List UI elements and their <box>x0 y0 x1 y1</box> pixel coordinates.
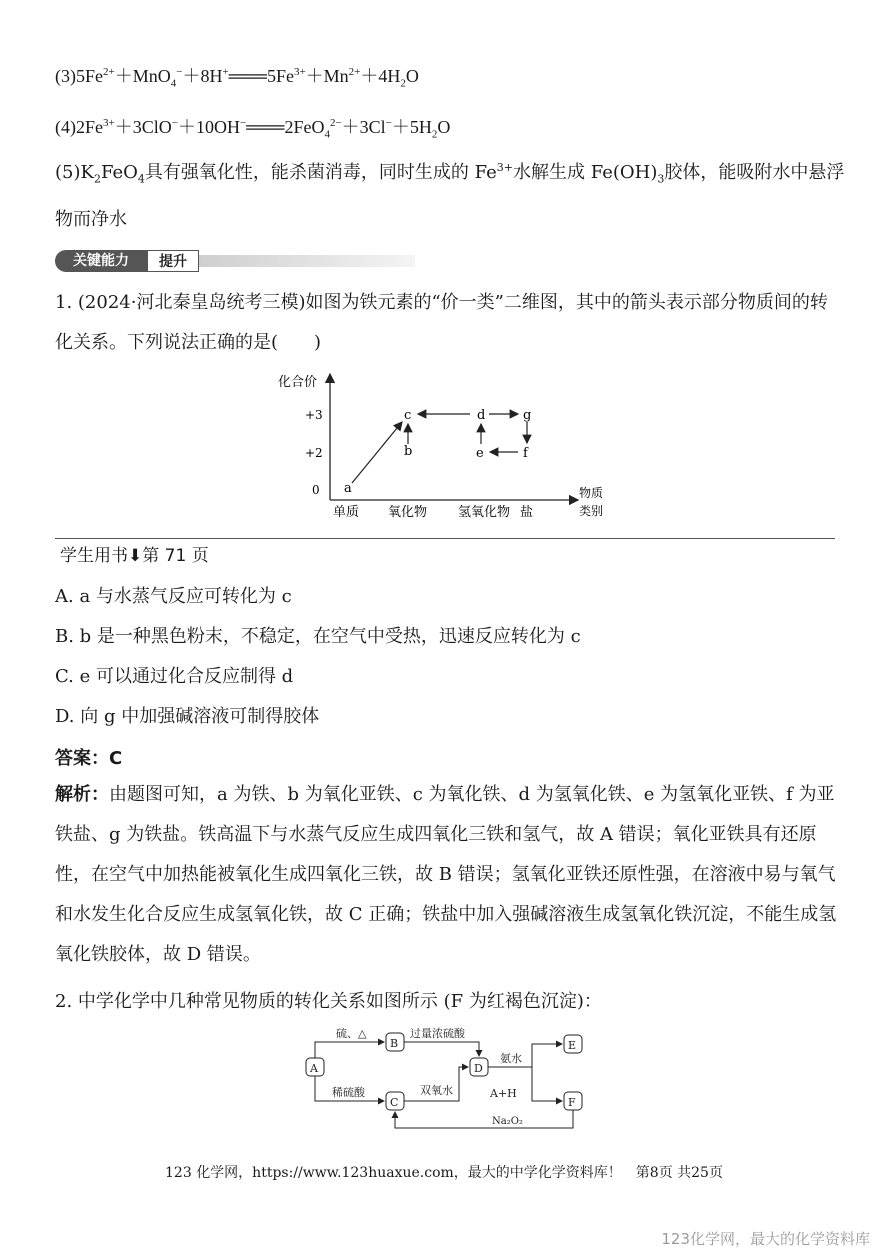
x-tick-hydroxide: 氢氧化物 <box>458 505 511 520</box>
x-tick-salt: 盐 <box>520 505 534 520</box>
option-c: C. e 可以通过化合反应制得 d <box>55 666 294 687</box>
node-f-label: F <box>568 1096 576 1109</box>
option-a: A. a 与水蒸气反应可转化为 c <box>55 586 292 607</box>
arrow-f-to-c <box>395 1110 573 1128</box>
label-c-to-d: 双氧水 <box>420 1084 453 1097</box>
x-axis-label-1: 物质 <box>579 486 604 500</box>
point-d: d <box>477 408 486 423</box>
point-c: c <box>404 408 412 423</box>
page-reference: 学生用书⬇第 71 页 <box>60 546 209 566</box>
point-f: f <box>523 446 528 461</box>
down-arrow-icon: ⬇ <box>128 546 143 566</box>
point-e: e <box>476 446 484 461</box>
label-b-to-d: 过量浓硫酸 <box>410 1027 465 1040</box>
banner-left: 关键能力 <box>55 250 147 272</box>
equation-4: $(4)2Fe^{3+}+3ClO^-+10OH^-═══2FeO_4^{2-}+3Cl^-+5H_2O$ <box>55 117 451 141</box>
node-d-label: D <box>474 1062 483 1075</box>
node-e-label: E <box>568 1039 577 1052</box>
option-b: B. b 是一种黑色粉末，不稳定，在空气中受热，迅速反应转化为 c <box>55 626 581 647</box>
option-d: D. 向 g 中加强碱溶液可制得胶体 <box>55 706 320 727</box>
question-1-stem: 1. (2024·河北秦皇岛统考三模)如图为铁元素的“价一类”二维图，其中的箭头表示部分物质间的转化关系。下列说法正确的是( ) <box>55 292 828 353</box>
label-d-to-e: 氨水 <box>500 1052 522 1065</box>
arrow-d-to-f <box>532 1067 562 1101</box>
equation-3: $(3)5Fe^{2+}+MnO_4^-+8H^+═══5Fe^{3+}+Mn^{2+}+4H_2O$ <box>55 66 419 90</box>
x-axis-label-2: 类别 <box>579 504 604 518</box>
y-tick-plus3: +3 <box>305 408 323 422</box>
arrow-a-to-b <box>315 1042 384 1058</box>
point-a: a <box>344 481 352 496</box>
point-g: g <box>523 408 532 423</box>
answer: 答案：C <box>55 748 123 769</box>
label-f-to-c: Na₂O₂ <box>492 1116 523 1127</box>
label-d-to-f: A+H <box>490 1087 517 1100</box>
y-axis-label: 化合价 <box>278 375 318 390</box>
node-b-label: B <box>390 1037 399 1050</box>
question-2-stem: 2. 中学化学中几种常见物质的转化关系如图所示 (F 为红褐色沉淀)： <box>55 991 602 1012</box>
watermark: 123化学网，最大的化学资料库 <box>661 1230 870 1248</box>
point-b: b <box>404 444 413 459</box>
x-tick-element: 单质 <box>333 505 360 520</box>
y-tick-plus2: +2 <box>305 446 323 460</box>
item-5: $(5)K_2FeO_4$具有强氧化性，能杀菌消毒，同时生成的 $Fe^{3+}$水解生成 $Fe(OH)_3$胶体，能吸附水中悬浮物而净水 <box>55 161 845 230</box>
arrow-b-to-d <box>404 1042 479 1056</box>
label-a-to-c: 稀硫酸 <box>332 1086 365 1099</box>
y-tick-0: 0 <box>312 483 320 497</box>
x-tick-oxide: 氧化物 <box>388 505 428 520</box>
page-footer: 123 化学网，https://www.123huaxue.com，最大的中学化学资料库！ 第8页 共25页 <box>165 1165 723 1181</box>
analysis: 解析：由题图可知，a 为铁、b 为氧化亚铁、c 为氧化铁、d 为氢氧化铁、e 为氢氧化亚铁、f 为亚铁盐、g 为铁盐。铁高温下与水蒸气反应生成四氧化三铁和氢气，故 A 错误；氧化亚铁具有还原性，在空气中加热能被氧化生成四氧化三铁，故 B 错误；氢氧化亚铁还原性强，在溶液中易与氧气和水发生化合反应生成氢氧化铁，故 C 正确；铁盐中加入强碱溶液生成氢氧化铁沉淀，不能生成氢氧化铁胶体，故 D 错误。 <box>55 784 837 965</box>
label-a-to-b: 硫、△ <box>336 1027 367 1040</box>
node-a-label: A <box>310 1062 318 1075</box>
node-c-label: C <box>390 1096 399 1109</box>
banner-right: 提升 <box>147 250 199 272</box>
